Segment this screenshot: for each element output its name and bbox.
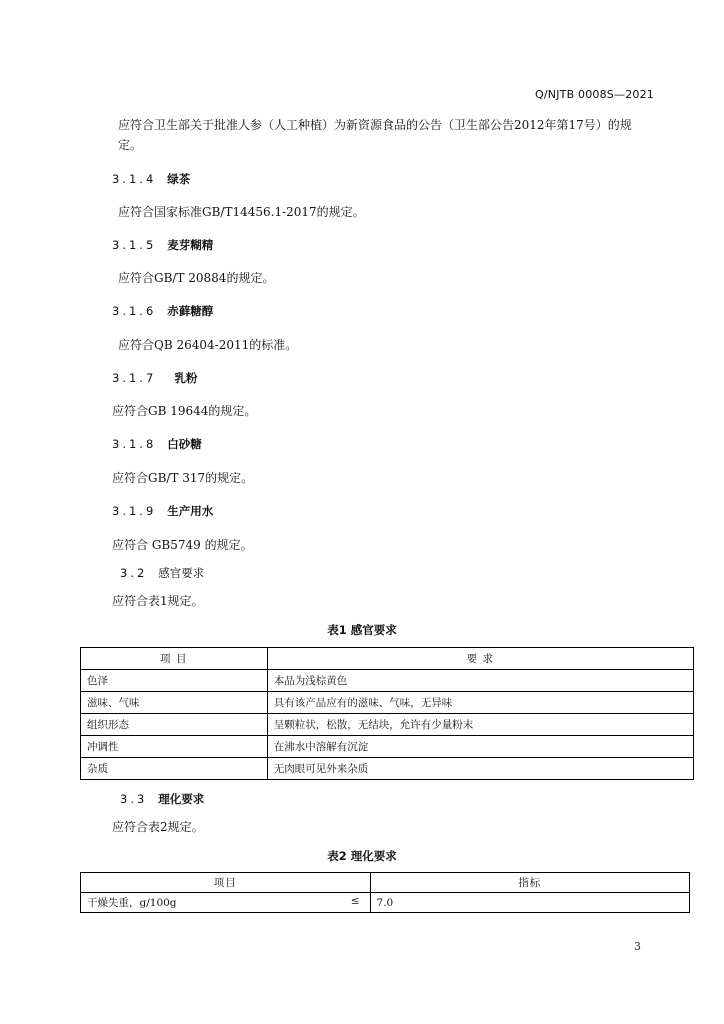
section-title: 赤藓糖醇	[167, 304, 214, 318]
item-name: 干燥失重，g/100g	[87, 897, 177, 909]
section-text: 应符合 GB5749 的规定。	[112, 538, 253, 552]
intro-line-1: 应符合卫生部关于批准人参（人工种植）为新资源食品的公告（卫生部公告2012年第17号）的规	[118, 118, 632, 132]
column-header: 项 目	[81, 648, 268, 670]
requirement-cell: 具有该产品应有的滋味、气味，无异味	[267, 692, 693, 714]
table-row	[81, 893, 690, 913]
table-caption: 表2 理化要求	[327, 849, 397, 863]
table-header-row	[81, 873, 690, 893]
section-title: 乳粉	[174, 371, 198, 385]
physicochemical-requirements-table	[80, 872, 690, 913]
section-text: 应符合国家标准GB/T14456.1-2017的规定。	[118, 205, 365, 219]
section-number: 3.2	[120, 566, 148, 580]
value-cell: 7.0	[370, 893, 689, 913]
section-number: 3.1.4	[112, 172, 157, 186]
section-heading	[112, 303, 213, 319]
section-text: 应符合表2规定。	[112, 820, 204, 834]
column-header: 项目	[81, 873, 371, 893]
section-heading	[112, 171, 190, 187]
table-row	[81, 714, 694, 736]
column-header: 要 求	[267, 648, 693, 670]
table-row	[81, 758, 694, 780]
item-cell: 组织形态	[81, 714, 268, 736]
item-cell: 杂质	[81, 758, 268, 780]
section-heading	[112, 503, 213, 519]
item-cell: 冲调性	[81, 736, 268, 758]
table-row	[81, 736, 694, 758]
item-cell: 色泽	[81, 670, 268, 692]
section-title: 生产用水	[167, 504, 214, 518]
section-title: 感官要求	[158, 566, 205, 580]
table-row	[81, 670, 694, 692]
requirement-cell: 无肉眼可见外来杂质	[267, 758, 693, 780]
section-number: 3.1.7	[112, 371, 157, 385]
section-heading	[112, 370, 198, 386]
section-text: 应符合QB 26404-2011的标准。	[118, 338, 298, 352]
less-equal-sign: ≤	[350, 895, 360, 907]
section-heading	[112, 436, 202, 452]
table-row	[81, 692, 694, 714]
intro-line-2: 定。	[118, 138, 143, 152]
section-title: 理化要求	[158, 792, 205, 806]
requirement-cell: 在沸水中溶解有沉淀	[267, 736, 693, 758]
item-cell	[81, 893, 371, 913]
section-number: 3.1.8	[112, 437, 157, 451]
page-number: 3	[634, 940, 641, 953]
section-title: 绿茶	[167, 172, 191, 186]
column-header: 指标	[370, 873, 689, 893]
table-caption: 表1 感官要求	[327, 623, 397, 637]
section-number: 3.1.9	[112, 504, 157, 518]
section-title: 麦芽糊精	[167, 238, 214, 252]
section-text: 应符合GB/T 317的规定。	[112, 471, 254, 485]
requirement-cell: 呈颗粒状，松散，无结块，允许有少量粉末	[267, 714, 693, 736]
section-text: 应符合GB 19644的规定。	[112, 404, 257, 418]
section-number: 3.1.6	[112, 304, 157, 318]
section-number: 3.1.5	[112, 238, 157, 252]
section-text: 应符合GB/T 20884的规定。	[118, 271, 275, 285]
document-code: Q/NJTB 0008S—2021	[535, 88, 654, 101]
section-heading	[112, 237, 213, 253]
requirement-cell: 本品为浅棕黄色	[267, 670, 693, 692]
section-text: 应符合表1规定。	[112, 594, 204, 608]
section-number: 3.3	[120, 792, 148, 806]
sensory-requirements-table	[80, 647, 694, 780]
table-header-row	[81, 648, 694, 670]
section-heading	[120, 565, 204, 581]
section-heading	[120, 791, 204, 807]
section-title: 白砂糖	[167, 437, 202, 451]
item-cell: 滋味、气味	[81, 692, 268, 714]
